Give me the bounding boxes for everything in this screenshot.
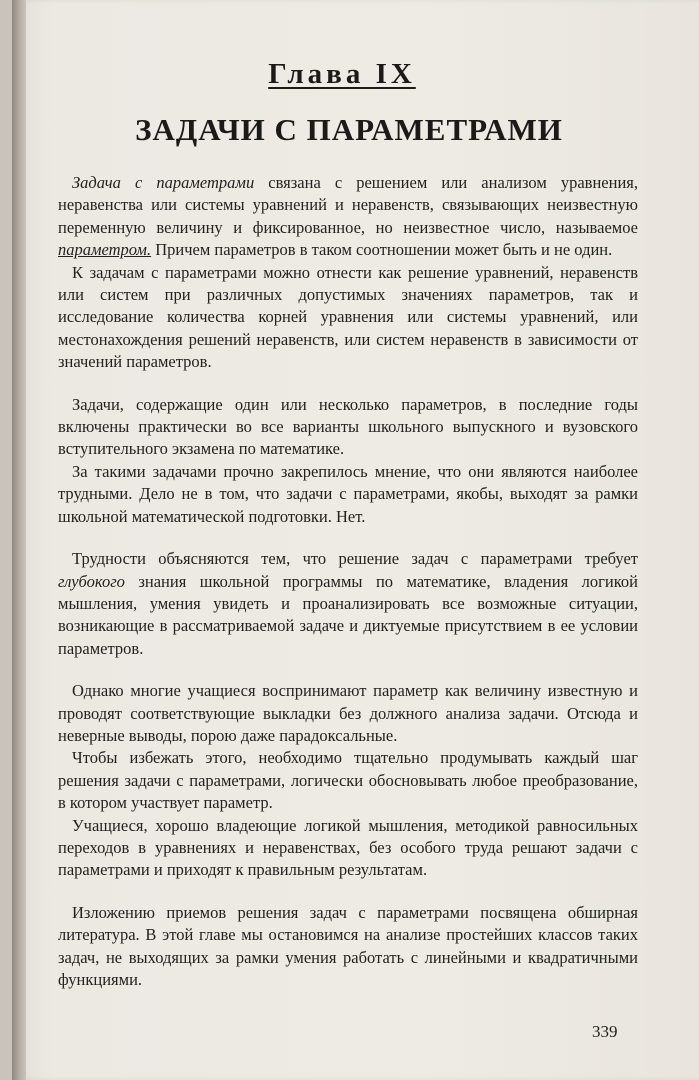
parameter-term: параметром. xyxy=(58,240,152,260)
book-page xyxy=(12,0,699,1080)
book-spine-shadow xyxy=(12,0,26,1080)
paragraph-5-text-b: знания школьной программы по математике, владения логикой мышления, умения увидеть и проанализировать все возможные ситуации, возникающие в рассматриваемой задаче и диктуемые присутствием в ее условии параметров. xyxy=(58,571,638,658)
page-number: 339 xyxy=(592,1022,618,1041)
paragraph-1-text-a: связана с решением или анализом уравнения, неравенства или системы уравнений и неравенств, связывающих неизвестную переменную величину и фиксированное, но неизвестное число, называемое xyxy=(58,173,638,237)
paragraph-6: Однако многие учащиеся воспринимают параметр как величину известную и проводят соответствующие выкладки без должного анализа задачи. Отсюда и неверные выводы, порою даже парадоксальные. xyxy=(58,681,638,745)
paragraph-4: За такими задачами прочно закрепилось мнение, что они являются наиболее трудными. Дело не в том, что задачи с параметрами, якобы, выходят за рамки школьной математической подготовки. Нет. xyxy=(58,461,638,526)
chapter-body xyxy=(58,172,638,991)
chapter-heading: Глава IX xyxy=(268,58,416,90)
paragraph-7: Чтобы избежать этого, необходимо тщательно продумывать каждый шаг решения задачи с параметрами, логически обосновывать любое преобразование, в котором участвует параметр. xyxy=(58,748,638,813)
paragraph-5-text-a: Трудности объясняются тем, что решение задач с параметрами требует xyxy=(72,549,638,569)
paragraph-2: К задачам с параметрами можно отнести как решение уравнений, неравенств или систем при различных допустимых значениях параметров, так и исследование количества корней уравнения или системы уравнений, или местонахождения решений неравенств, или систем неравенств в зависимости от значений параметров. xyxy=(58,262,638,372)
paragraph-8: Учащиеся, хорошо владеющие логикой мышления, методикой равносильных переходов в уравнениях и неравенствах, без особого труда решают задачи с параметрами и приходят к правильным результатам. xyxy=(58,815,638,880)
chapter-title: ЗАДАЧИ С ПАРАМЕТРАМИ xyxy=(135,112,563,147)
paragraph-3: Задачи, содержащие один или несколько параметров, в последние годы включены практически во все варианты школьного выпускного и вузовского вступительного экзамена по математике. xyxy=(58,394,638,459)
paragraph-1 xyxy=(58,172,638,262)
paragraph-5 xyxy=(58,548,638,660)
paragraph-1-text-b: Причем параметров в таком соотношении может быть и не один. xyxy=(151,240,613,260)
paragraph-9: Изложению приемов решения задач с параметрами посвящена обширная литература. В этой главе мы остановимся на анализе простейших классов таких задач, не выходящих за рамки умения работать с линейными и квадратичными функциями. xyxy=(58,902,638,989)
lead-term: Задача с параметрами xyxy=(72,173,255,192)
paragraph-5-italic: глубокого xyxy=(58,571,125,591)
